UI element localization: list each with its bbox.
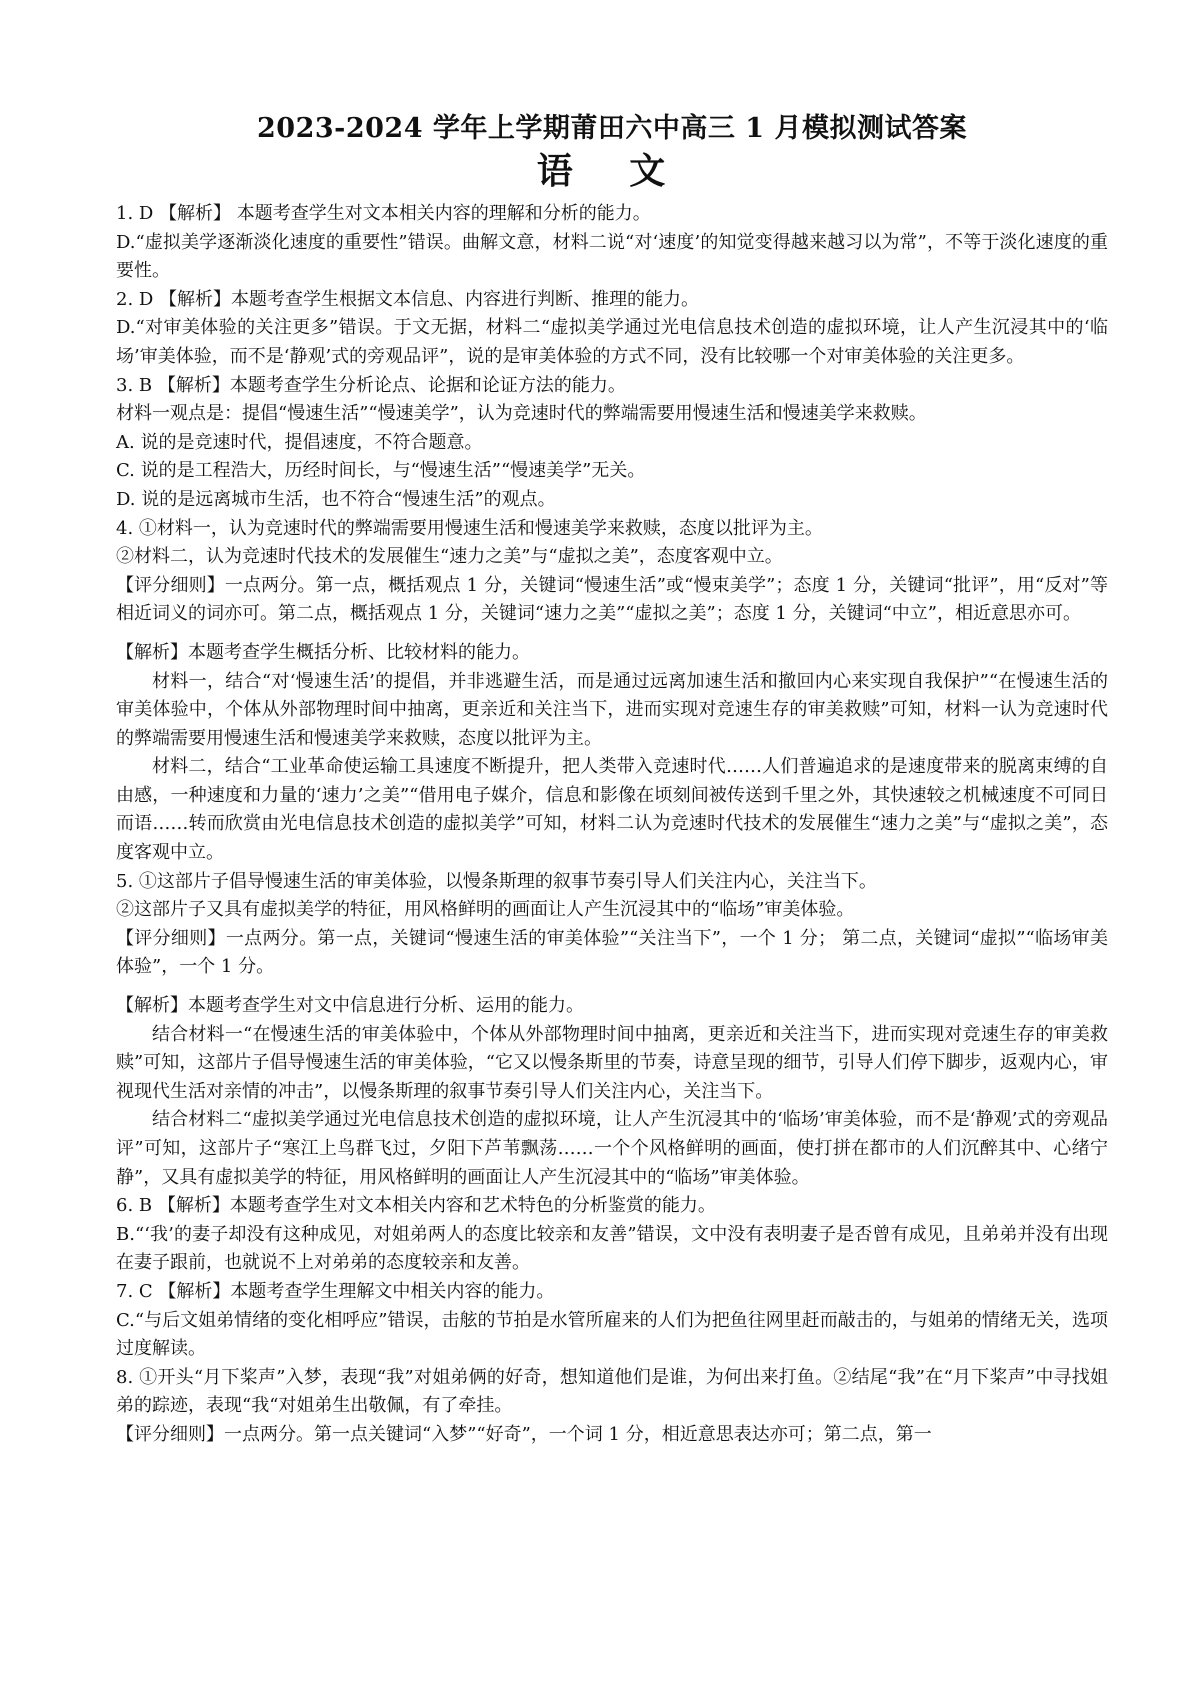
answer-paragraph: 材料二，结合“工业革命使运输工具速度不断提升，把人类带入竞速时代……人们普遍追求的是速度带来的脱离束缚的自由感，一种速度和力量的‘速力’之美”“借用电子媒介，信息和影像在顷刻间被传送到千里之外，其快速较之机械速度不可同日而语……转而欣赏由光电信息技术创造的虚拟美学”可知，材料二认为竞速时代技术的发展催生“速力之美”与“虚拟之美”，态度客观中立。	[116, 756, 1108, 864]
answer-body	[116, 200, 1108, 1450]
answer-paragraph: 结合材料一“在慢速生活的审美体验中，个体从外部物理时间中抽离，更亲近和关注当下，进而实现对竞速生存的审美救赎”可知，这部片子倡导慢速生活的审美体验，“它又以慢条斯里的节奏，诗意呈现的细节，引导人们停下脚步，返观内心，审视现代生活对亲情的冲击”，以慢条斯理的叙事节奏引导人们关注内心，关注当下。	[116, 1023, 1108, 1102]
answer-paragraph: C.“与后文姐弟情绪的变化相呼应”错误，击舷的节拍是水管所雇来的人们为把鱼往网里赶而敲击的，与姐弟的情绪无关，选项过度解读。	[116, 1309, 1108, 1360]
page-title: 2023-2024 学年上学期莆田六中高三 1 月模拟测试答案	[257, 113, 967, 144]
answer-paragraph: 结合材料二“虚拟美学通过光电信息技术创造的虚拟环境，让人产生沉浸其中的‘临场’审美体验，而不是‘静观’式的旁观品评”可知，这部片子“寒江上鸟群飞过，夕阳下芦苇飘荡……一个个风格鲜明的画面，使打拼在都市的人们沉醉其中、心绪宁静”，又具有虚拟美学的特征，用风格鲜明的画面让人产生沉浸其中的“临场”审美体验。	[116, 1109, 1108, 1188]
answer-paragraph: 3. B 【解析】本题考查学生分析论点、论据和论证方法的能力。	[116, 374, 626, 396]
scoring-rules: 【评分细则】一点两分。第一点，关键词“慢速生活的审美体验”“关注当下”，一个 1 分； 第二点，关键词“虚拟”“临场审美体验”，一个 1 分。	[116, 927, 1108, 978]
answer-paragraph: D.“虚拟美学逐渐淡化速度的重要性”错误。曲解文意，材料二说“对‘速度’的知觉变得越来越习以为常”，不等于淡化速度的重要性。	[116, 231, 1108, 282]
analysis-heading: 【解析】本题考查学生对文中信息进行分析、运用的能力。	[116, 995, 584, 1017]
answer-paragraph: B.“‘我’的妻子却没有这种成见，对姐弟两人的态度比较亲和友善”错误，文中没有表明妻子是否曾有成见，且弟弟并没有出现在妻子跟前，也就说不上对弟弟的态度较亲和友善。	[116, 1223, 1108, 1274]
answer-paragraph: D.“对审美体验的关注更多”错误。于文无据，材料二“虚拟美学通过光电信息技术创造的虚拟环境，让人产生沉浸其中的‘临场’审美体验，而不是‘静观’式的旁观品评”，说的是审美体验的方式不同，没有比较哪一个对审美体验的关注更多。	[116, 317, 1108, 367]
analysis-heading: 【解析】本题考查学生概括分析、比较材料的能力。	[116, 641, 530, 663]
answer-paragraph: D. 说的是远离城市生活，也不符合“慢速生活”的观点。	[116, 488, 556, 510]
answer-paragraph: 8. ①开头“月下桨声”入梦，表现“我”对姐弟俩的好奇，想知道他们是谁，为何出来打鱼。②结尾“我”在“月下桨声”中寻找姐弟的踪迹，表现“我“对姐弟生出敬佩，有了牵挂。	[116, 1366, 1108, 1417]
answer-paragraph: 2. D 【解析】本题考查学生根据文本信息、内容进行判断、推理的能力。	[116, 288, 700, 310]
scoring-rules: 【评分细则】一点两分。第一点，概括观点 1 分，关键词“慢速生活”或“慢束美学”；态度 1 分，关键词“批评”，用“反对”等相近词义的词亦可。第二点，概括观点 1 分，关键词“速力之美”“虚拟之美”；态度 1 分，关键词“中立”，相近意思亦可。	[116, 574, 1108, 625]
answer-paragraph: ②材料二，认为竞速时代技术的发展催生“速力之美”与“虚拟之美”，态度客观中立。	[116, 546, 783, 568]
answer-paragraph: 4. ①材料一，认为竞速时代的弊端需要用慢速生活和慢速美学来救赎，态度以批评为主。	[116, 517, 823, 539]
answer-paragraph: A. 说的是竞速时代，提倡速度，不符合题意。	[116, 431, 483, 453]
answer-paragraph: 7. C 【解析】本题考查学生理解文中相关内容的能力。	[116, 1280, 555, 1302]
answer-paragraph: 材料一，结合“对‘慢速生活’的提倡，并非逃避生活，而是通过远离加速生活和撤回内心来实现自我保护”“在慢速生活的审美体验中，个体从外部物理时间中抽离，更亲近和关注当下，进而实现对竞速生存的审美救赎”可知，材料一认为竞速时代的弊端需要用慢速生活和慢速美学来救赎，态度以批评为主。	[116, 670, 1108, 749]
answer-paragraph: 5. ①这部片子倡导慢速生活的审美体验，以慢条斯理的叙事节奏引导人们关注内心，关注当下。	[116, 870, 877, 892]
answer-paragraph: C. 说的是工程浩大，历经时间长，与“慢速生活”“慢速美学”无关。	[116, 460, 646, 482]
scoring-rules: 【评分细则】一点两分。第一点关键词“入梦”“好奇”，一个词 1 分，相近意思表达亦可；第二点，第一	[116, 1423, 932, 1445]
subject-heading: 语 文	[536, 150, 688, 192]
answer-paragraph: 6. B 【解析】本题考查学生对文本相关内容和艺术特色的分析鉴赏的能力。	[116, 1195, 716, 1217]
answer-paragraph: 材料一观点是：提倡“慢速生活”“慢速美学”，认为竞速时代的弊端需要用慢速生活和慢速美学来救赎。	[116, 403, 927, 425]
answer-paragraph: ②这部片子又具有虚拟美学的特征，用风格鲜明的画面让人产生沉浸其中的“临场”审美体验。	[116, 899, 855, 921]
answer-paragraph: 1. D 【解析】 本题考查学生对文本相关内容的理解和分析的能力。	[116, 203, 651, 224]
